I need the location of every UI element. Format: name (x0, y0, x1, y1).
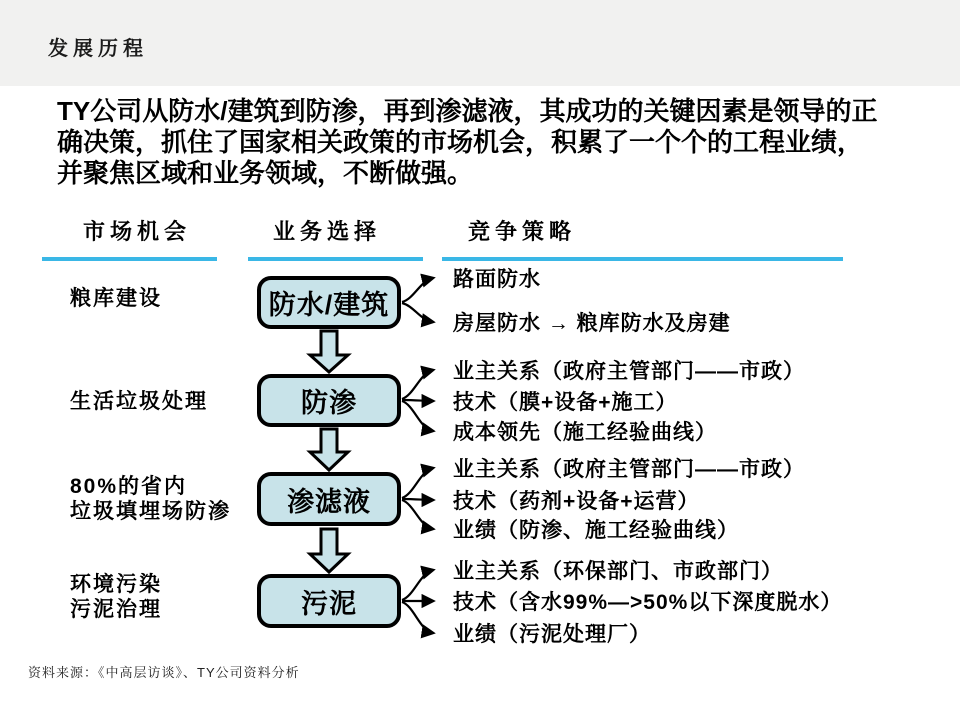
column-header-strategy: 竞争策略 (468, 219, 577, 244)
connector-curves-row4 (402, 570, 433, 633)
market-label-line: 粮库建设 (70, 287, 162, 310)
strategy-item: 技术（含水99%—>50%以下深度脱水） (453, 591, 843, 614)
flow-arrow-down-icon (310, 331, 348, 572)
flow-box-antiseepage: 防渗 (257, 374, 401, 427)
strategy-item: 业绩（防渗、施工经验曲线） (453, 519, 739, 542)
strategy-item: 业主关系（政府主管部门——市政） (453, 360, 805, 383)
strategy-item: 房屋防水 → 粮库防水及房建 (453, 312, 731, 335)
column-underline-business (248, 257, 423, 261)
connector-curves-row3 (402, 468, 433, 529)
connector-curves-row2 (402, 370, 433, 431)
intro-line-2: 确决策，抓住了国家相关政策的市场机会，积累了一个个的工程业绩， (57, 127, 864, 157)
intro-line-1: TY公司从防水/建筑到防渗，再到渗滤液，其成功的关键因素是领导的正 (57, 96, 878, 126)
source-note: 资料来源：《中高层访谈》、TY公司资料分析 (28, 665, 300, 680)
intro-line-3: 并聚焦区域和业务领域，不断做强。 (57, 158, 474, 188)
market-label-row3 (70, 474, 231, 524)
page-title: 发展历程 (48, 38, 148, 60)
column-underline-strategy (442, 257, 843, 261)
market-label-line: 垃圾填埋场防渗 (70, 500, 231, 523)
column-header-business: 业务选择 (273, 219, 382, 244)
strategy-item: 业主关系（环保部门、市政部门） (453, 560, 783, 583)
market-label-line: 生活垃圾处理 (70, 390, 208, 413)
strategy-item: 成本领先（施工经验曲线） (453, 421, 717, 444)
column-underline-market (42, 257, 217, 261)
market-label-line: 污泥治理 (70, 598, 162, 621)
intro-paragraph (57, 96, 937, 189)
strategy-item: 路面防水 (453, 268, 541, 291)
market-label-line: 环境污染 (70, 573, 162, 596)
column-header-market: 市场机会 (83, 219, 192, 244)
market-label-row1 (70, 286, 162, 311)
strategy-item: 技术（膜+设备+施工） (453, 391, 678, 414)
market-label-row4 (70, 572, 162, 622)
flow-box-sludge: 污泥 (257, 574, 401, 628)
strategy-item: 业主关系（政府主管部门——市政） (453, 458, 805, 481)
strategy-item: 业绩（污泥处理厂） (453, 623, 651, 646)
flow-box-waterproof-construction: 防水/建筑 (257, 276, 401, 329)
flow-box-leachate: 渗滤液 (257, 472, 401, 526)
market-label-line: 80%的省内 (70, 475, 188, 498)
connector-curves-row1 (402, 278, 433, 322)
market-label-row2 (70, 389, 208, 414)
strategy-item: 技术（药剂+设备+运营） (453, 490, 700, 513)
